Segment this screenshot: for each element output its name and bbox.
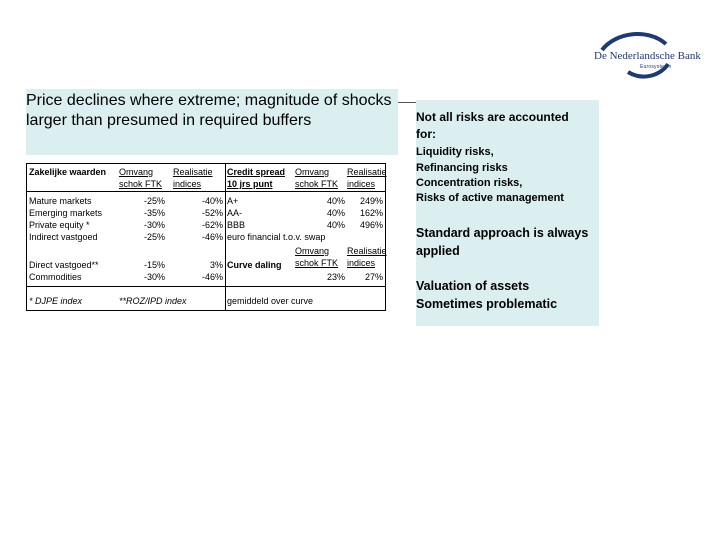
footnote-rule [27,286,385,287]
table-cell: -46% [201,232,223,242]
subheader-omvang-schok: Omvang schok FTK [295,246,339,268]
table-cell: euro financial t.o.v. swap [227,232,326,242]
table-cell: 40% [326,196,345,206]
dnb-logo [588,30,704,80]
table-cell: -25% [143,232,165,242]
table-row-label: Direct vastgoed** [29,260,99,270]
table-cell: 496% [359,220,383,230]
logo-name: De Nederlandsche Bank [594,50,701,62]
valuation-text-line1: Valuation of assets [416,279,530,293]
risks-panel [416,100,599,326]
risk-item: Refinancing risks [416,162,508,174]
footnote-curve: gemiddeld over curve [227,296,314,306]
risks-heading-cont: for: [416,127,436,141]
table-cell: -46% [201,272,223,282]
standard-approach-text: Standard approach is always applied [416,226,589,258]
risk-item: Concentration risks, [416,177,523,189]
risks-heading: Not all risks are accounted [416,110,569,124]
shock-table [26,163,386,311]
slide-title: Price declines where extreme; magnitude of shocks larger than presumed in required buffers [26,92,392,129]
logo-subtitle: Eurosysteem [640,64,672,70]
table-cell: -35% [143,208,165,218]
header-omvang-schok-2: Omvang schok FTK [295,167,339,189]
header-omvang-schok: Omvang schok FTK [119,167,163,189]
table-row-label: Commodities [29,272,82,282]
table-row-label: Emerging markets [29,208,103,218]
risk-item: Liquidity risks, [416,146,494,158]
connector-line [398,102,416,103]
header-credit-spread: Credit spread 10 jrs punt [227,167,286,189]
table-cell: 40% [326,220,345,230]
table-row-label: Mature markets [29,196,92,206]
table-cell: 40% [326,208,345,218]
table-cell: 3% [209,260,223,270]
table-cell: BBB [227,220,246,230]
table-cell: AA- [227,208,243,218]
table-cell: -52% [201,208,223,218]
table-row-label: Private equity * [29,220,90,230]
table-cell: A+ [227,196,239,206]
title-box [26,89,398,155]
table-cell: -25% [143,196,165,206]
header-realisatie-2: Realisatie indices [347,167,387,189]
table-cell: 23% [326,272,345,282]
header-realisatie: Realisatie indices [173,167,213,189]
table-cell: 162% [359,208,383,218]
table-cell: 27% [364,272,383,282]
risk-item: Risks of active management [416,192,564,204]
table-cell: -62% [201,220,223,230]
table-cell: -30% [143,272,165,282]
footnote-djpe: * DJPE index [29,296,83,306]
table-cell: -30% [143,220,165,230]
table-cell: -40% [201,196,223,206]
valuation-text-line2: Sometimes problematic [416,297,558,311]
table-cell: Curve daling [227,260,282,270]
table-cell: -15% [143,260,165,270]
subheader-realisatie: Realisatie indices [347,246,387,268]
table-divider [225,164,226,310]
table-row-label: Indirect vastgoed [29,232,98,242]
header-zakelijke-waarden: Zakelijke waarden [29,167,107,177]
footnote-roz: **ROZ/IPD index [119,296,187,306]
table-cell: 249% [359,196,383,206]
table-header-rule [27,191,385,192]
